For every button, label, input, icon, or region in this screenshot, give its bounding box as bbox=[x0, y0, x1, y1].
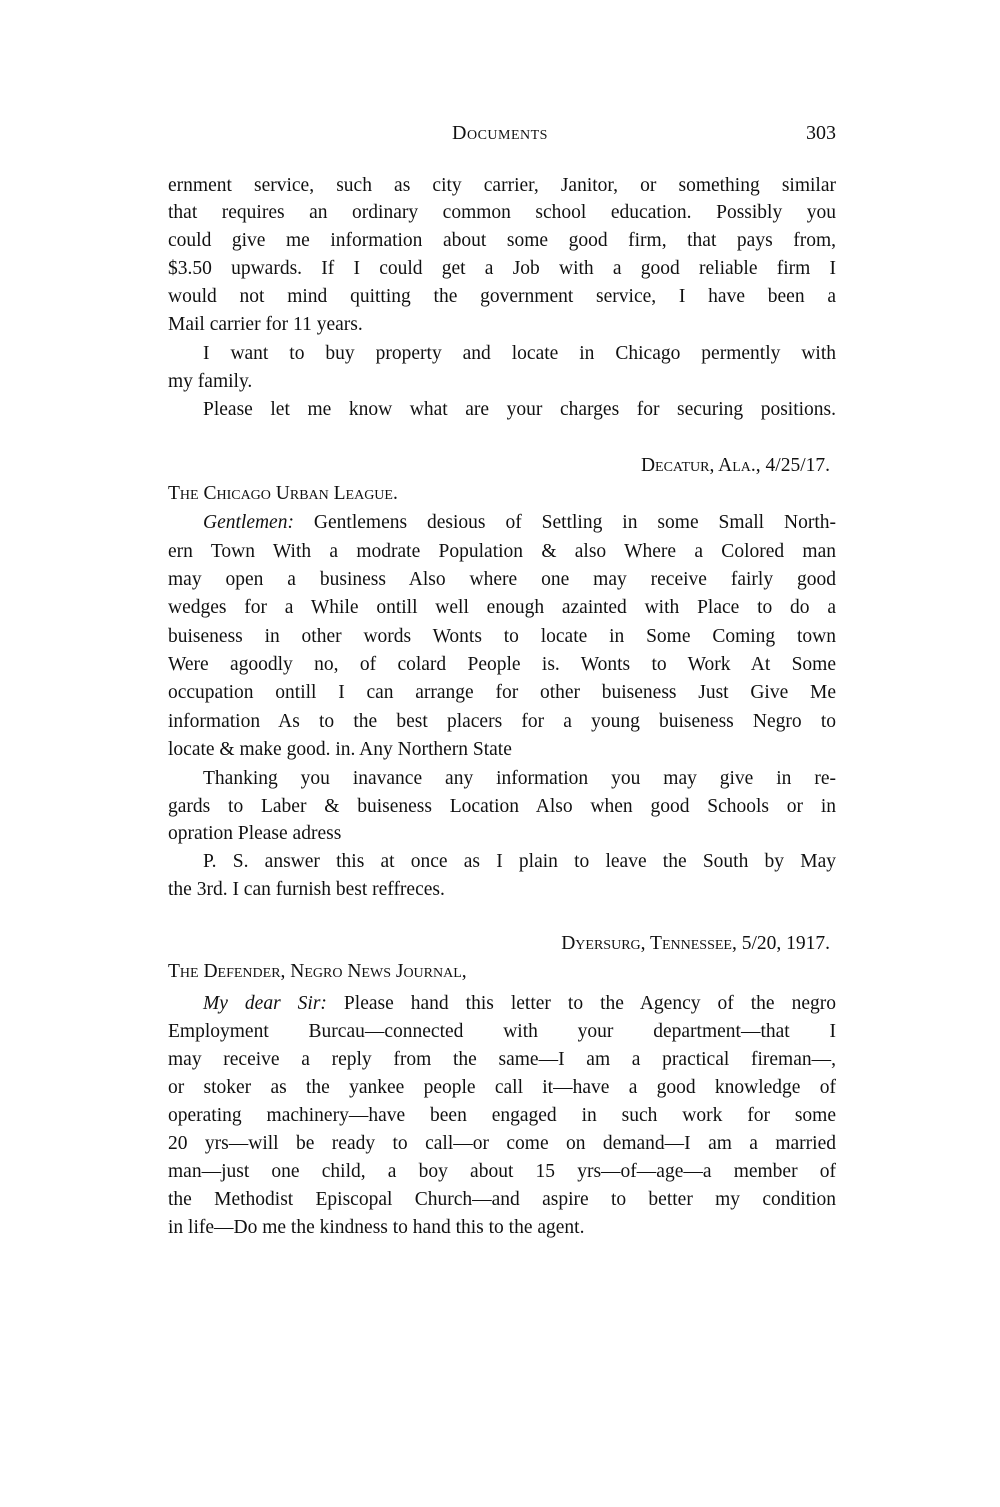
text-line: $3.50 upwards. If I could get a Job with a good reliable firm I bbox=[168, 258, 836, 279]
text-line bbox=[203, 993, 836, 1015]
text-span: Gentlemens desious of Settling in some Small North- bbox=[293, 512, 836, 533]
text-line: that requires an ordinary common school education. Possibly you bbox=[168, 202, 836, 223]
text-line: gards to Laber & buiseness Location Also when good Schools or in bbox=[168, 796, 836, 817]
text-line: wedges for a While ontill well enough azainted with Place to do a bbox=[168, 597, 836, 618]
salutation: My dear Sir: bbox=[203, 993, 327, 1014]
salutation: Gentlemen: bbox=[203, 512, 294, 533]
text-line: may open a business Also where one may receive fairly good bbox=[168, 569, 836, 590]
text-line: operating machinery—have been engaged in such work for some bbox=[168, 1105, 836, 1126]
text-line: ern Town With a modrate Population & also Where a Colored man bbox=[168, 541, 836, 562]
text-line: Employment Burcau—connected with your department—that I bbox=[168, 1021, 836, 1042]
running-header-title: Documents bbox=[452, 122, 548, 144]
text-line: information As to the best placers for a young buiseness Negro to bbox=[168, 711, 836, 732]
page-number: 303 bbox=[806, 122, 836, 144]
text-line: the 3rd. I can furnish best reffreces. bbox=[168, 879, 445, 900]
text-span: Please hand this letter to the Agency of the negro bbox=[326, 993, 836, 1014]
text-line: the Methodist Episcopal Church—and aspire to better my condition bbox=[168, 1189, 836, 1210]
text-line: my family. bbox=[168, 371, 253, 392]
text-line: locate & make good. in. Any Northern State bbox=[168, 739, 512, 760]
text-line: Mail carrier for 11 years. bbox=[168, 314, 363, 335]
text-line: in life—Do me the kindness to hand this to the agent. bbox=[168, 1217, 585, 1238]
text-line: Were agoodly no, of colard People is. Wonts to Work At Some bbox=[168, 654, 836, 675]
text-line: P. S. answer this at once as I plain to leave the South by May bbox=[203, 851, 836, 872]
text-line: man—just one child, a boy about 15 yrs—of—age—a member of bbox=[168, 1161, 836, 1182]
text-line: or stoker as the yankee people call it—have a good knowledge of bbox=[168, 1077, 836, 1098]
text-line: would not mind quitting the government service, I have been a bbox=[168, 286, 836, 307]
addressee: The Defender, Negro News Journal, bbox=[168, 961, 467, 982]
text-line: opration Please adress bbox=[168, 823, 342, 844]
text-line bbox=[203, 512, 836, 534]
text-line: Please let me know what are your charges for securing positions. bbox=[203, 399, 836, 420]
text-line: could give me information about some good firm, that pays from, bbox=[168, 230, 836, 251]
text-line: Thanking you inavance any information you may give in re- bbox=[203, 768, 836, 789]
dateline: Decatur, Ala., 4/25/17. bbox=[640, 455, 830, 476]
text-line: occupation ontill I can arrange for other buiseness Just Give Me bbox=[168, 682, 836, 703]
text-line: buiseness in other words Wonts to locate in Some Coming town bbox=[168, 626, 836, 647]
text-line: I want to buy property and locate in Chicago permently with bbox=[203, 343, 836, 364]
dateline: Dyersurg, Tennessee, 5/20, 1917. bbox=[561, 933, 830, 954]
text-line: 20 yrs—will be ready to call—or come on demand—I am a married bbox=[168, 1133, 836, 1154]
text-line: ernment service, such as city carrier, Janitor, or something similar bbox=[168, 175, 836, 196]
text-line: may receive a reply from the same—I am a practical fireman—, bbox=[168, 1049, 836, 1070]
addressee: The Chicago Urban League. bbox=[168, 483, 398, 504]
